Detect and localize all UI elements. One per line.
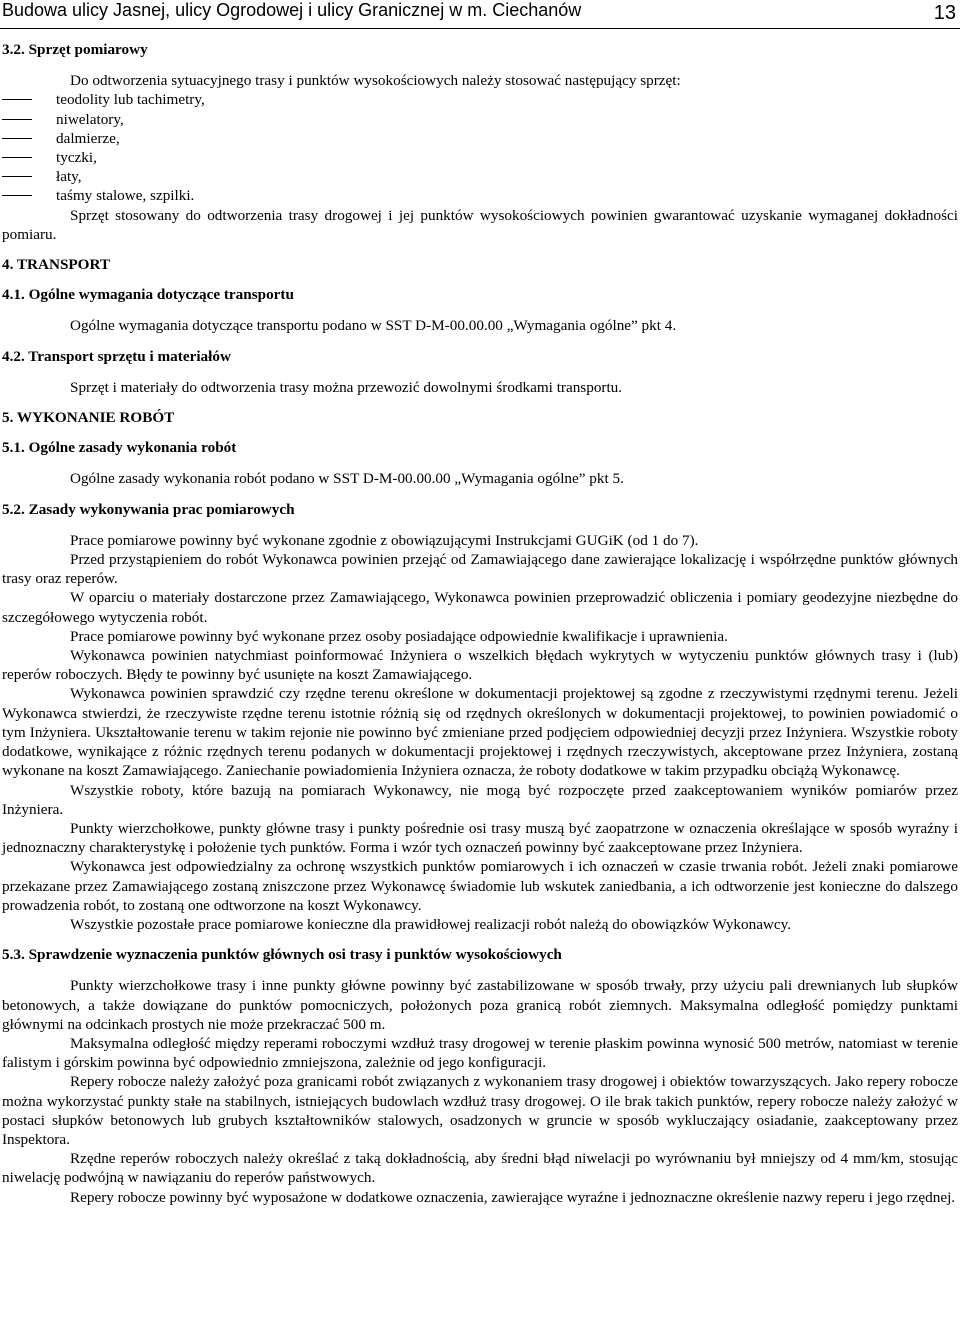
list-item: tyczki, [2,148,958,167]
list-item: teodolity lub tachimetry, [2,90,958,109]
paragraph: Ogólne wymagania dotyczące transportu podano w SST D-M-00.00.00 „Wymagania ogólne” pkt 4. [70,317,677,335]
paragraph: Wykonawca powinien sprawdzić czy rzędne terenu określone w dokumentacji projektowej są zgodne z rzeczywistymi rzędnymi terenu. Jeżeli Wykonawca stwierdzi, że rzeczywiste rzędne terenu istotnie różnią się od rzędnych określonych w dokumentacji projektowej, to powinien powiadomić o tym Inżyniera. Ukształtowanie terenu w takim rejonie nie powinno być zmieniane przed podjęciem odpowiedniej decyzji przez Inżyniera. Wszystkie roboty dodatkowe, wynikające z różnic rzędnych terenu podanych w dokumentacji projektowej i rzędnych rzeczywistych, akceptowane przez Inżyniera, zostaną wykonane na koszt Zamawiającego. Zaniechanie powiadomienia Inżyniera oznacza, że roboty dodatkowe w takim przypadku obciążą Wykonawcę. [2,685,958,780]
heading-5-2: 5.2. Zasady wykonywania prac pomiarowych [2,500,295,518]
document-title: Budowa ulicy Jasnej, ulicy Ogrodowej i ulicy Granicznej w m. Ciechanów [2,0,582,20]
list-item: dalmierze, [2,129,958,148]
paragraph: Punkty wierzchołkowe, punkty główne trasy i punkty pośrednie osi trasy muszą być zaopatrzone w oznaczenia określające w sposób wyraźny i jednoznaczny charakterystykę i położenie tych punktów. Forma i wzór tych oznaczeń powinny być zaakceptowane przez Inżyniera. [2,819,958,857]
paragraph: Maksymalna odległość między reperami roboczymi wzdłuż trasy drogowej w terenie płaskim powinna wynosić 500 metrów, natomiast w terenie falistym i górskim powinna być odpowiednio zmniejszona, zależnie od jego konfiguracji. [2,1034,958,1072]
document-body [2,40,958,1207]
paragraph: Prace pomiarowe powinny być wykonane zgodnie z obowiązującymi Instrukcjami GUGiK (od 1 do 7). [70,531,699,549]
paragraph: Wykonawca jest odpowiedzialny za ochronę wszystkich punktów pomiarowych i ich oznaczeń w czasie trwania robót. Jeżeli znaki pomiarowe przekazane przez Zamawiającego zostaną zniszczone przez Wykonawcę świadomie lub wskutek zaniedbania, a ich odtworzenie jest konieczne do dalszego prowadzenia robót, to zostaną one odtworzone na koszt Wykonawcy. [2,858,958,914]
paragraph: Punkty wierzchołkowe trasy i inne punkty główne powinny być zastabilizowane w sposób trwały, przy użyciu pali drewnianych lub słupków betonowych, a także dowiązane do punktów pomocniczych, położonych poza granicą robót ziemnych. Maksymalna odległość pomiędzy punktami głównymi na odcinkach prostych nie może przekraczać 500 m. [2,977,958,1033]
equipment-intro: Do odtworzenia sytuacyjnego trasy i punktów wysokościowych należy stosować następujący sprzęt: [70,72,681,90]
heading-4-1: 4.1. Ogólne wymagania dotyczące transportu [2,286,294,304]
paragraph: Sprzęt stosowany do odtworzenia trasy drogowej i jej punktów wysokościowych powinien gwarantować uzyskanie wymaganej dokładności pomiaru. [2,206,958,243]
paragraph: Repery robocze powinny być wyposażone w dodatkowe oznaczenia, zawierające wyraźne i jednoznaczne określenie nazwy reperu i jego rzędnej. [70,1188,956,1206]
paragraph: Wszystkie roboty, które bazują na pomiarach Wykonawcy, nie mogą być rozpoczęte przed zaakceptowaniem wyników pomiarów przez Inżyniera. [2,781,958,818]
paragraph: Przed przystąpieniem do robót Wykonawca powinien przejąć od Zamawiającego dane zawierające lokalizację i współrzędne punktów głównych trasy oraz reperów. [2,551,958,588]
list-item: łaty, [2,167,958,186]
paragraph: Repery robocze należy założyć poza granicami robót związanych z wykonaniem trasy drogowej i obiektów towarzyszących. Jako repery robocze można wykorzystać punkty stałe na stabilnych, istniejących budowlach wzdłuż trasy drogowej. O ile brak takich punktów, repery robocze należy założyć w postaci słupków betonowych lub grubych kształtowników stalowych, osadzonych w gruncie w sposób wykluczający osiadanie, zaakceptowany przez Inspektora. [2,1073,958,1148]
page-header [2,0,958,28]
page-number: 13 [933,2,956,24]
paragraph: Ogólne zasady wykonania robót podano w SST D-M-00.00.00 „Wymagania ogólne” pkt 5. [70,470,624,488]
heading-5: 5. WYKONANIE ROBÓT [2,409,175,427]
paragraph: Wszystkie pozostałe prace pomiarowe konieczne dla prawidłowej realizacji robót należą do obowiązków Wykonawcy. [70,915,792,933]
paragraph: Prace pomiarowe powinny być wykonane przez osoby posiadające odpowiednie kwalifikacje i uprawnienia. [70,627,728,645]
paragraph: Sprzęt i materiały do odtworzenia trasy można przewozić dowolnymi środkami transportu. [70,378,623,396]
paragraph: Wykonawca powinien natychmiast poinformować Inżyniera o wszelkich błędach wykrytych w wytyczeniu punktów głównych trasy i (lub) reperów roboczych. Błędy te powinny być usunięte na koszt Zamawiającego. [2,647,958,684]
heading-4-2: 4.2. Transport sprzętu i materiałów [2,347,231,365]
header-rule [0,28,960,29]
list-item: niwelatory, [2,110,958,129]
heading-5-3: 5.3. Sprawdzenie wyznaczenia punktów głównych osi trasy i punktów wysokościowych [2,946,562,964]
list-item: taśmy stalowe, szpilki. [2,186,958,205]
heading-4: 4. TRANSPORT [2,256,111,274]
heading-3-2: 3.2. Sprzęt pomiarowy [2,41,148,58]
paragraph: W oparciu o materiały dostarczone przez Zamawiającego, Wykonawca powinien przeprowadzić obliczenia i pomiary geodezyjne niezbędne do szczegółowego wytyczenia robót. [2,589,958,626]
heading-5-1: 5.1. Ogólne zasady wykonania robót [2,439,237,457]
paragraph: Rzędne reperów roboczych należy określać z taką dokładnością, aby średni błąd niwelacji po wyrównaniu był mniejszy od 4 mm/km, stosując niwelację podwójną w nawiązaniu do reperów państwowych. [2,1150,958,1187]
